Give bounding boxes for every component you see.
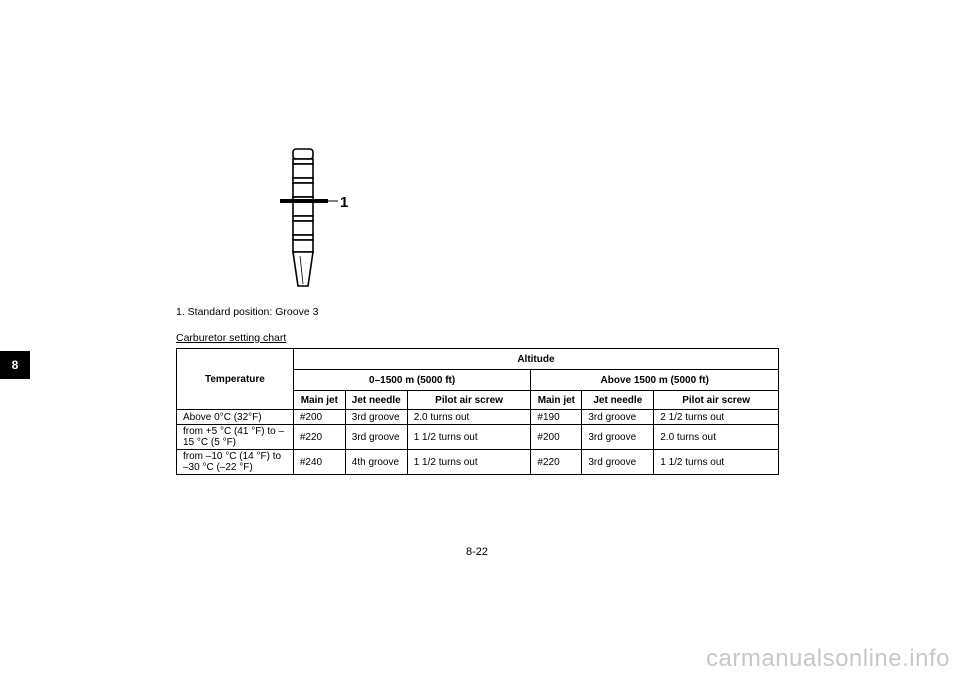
column-header: Jet needle bbox=[345, 391, 407, 410]
carburetor-setting-table bbox=[176, 348, 779, 475]
table-cell: 1 1/2 turns out bbox=[654, 450, 779, 475]
table-cell: #220 bbox=[531, 450, 582, 475]
chart-title: Carburetor setting chart bbox=[176, 332, 287, 344]
table-cell: 3rd groove bbox=[582, 450, 654, 475]
table-cell: 3rd groove bbox=[582, 410, 654, 425]
table-cell: #200 bbox=[531, 425, 582, 450]
header-altitude-high: Above 1500 m (5000 ft) bbox=[531, 370, 779, 391]
chapter-tab: 8 bbox=[0, 351, 30, 379]
table-cell: #200 bbox=[293, 410, 345, 425]
watermark: carmanualsonline.info bbox=[706, 645, 950, 672]
table-cell: 3rd groove bbox=[582, 425, 654, 450]
column-header: Pilot air screw bbox=[654, 391, 779, 410]
table-cell: 4th groove bbox=[345, 450, 407, 475]
table-row bbox=[177, 450, 779, 475]
page-number: 8-22 bbox=[466, 546, 489, 558]
table-cell: 3rd groove bbox=[345, 410, 407, 425]
table-cell: 1 1/2 turns out bbox=[407, 425, 531, 450]
header-temperature: Temperature bbox=[177, 349, 294, 410]
jet-needle-diagram bbox=[270, 140, 380, 290]
column-header: Pilot air screw bbox=[407, 391, 531, 410]
column-header: Main jet bbox=[531, 391, 582, 410]
table-cell: #240 bbox=[293, 450, 345, 475]
table-cell: from –10 °C (14 °F) to –30 °C (–22 °F) bbox=[177, 450, 294, 475]
header-altitude-low: 0–1500 m (5000 ft) bbox=[293, 370, 531, 391]
table-cell: 2.0 turns out bbox=[407, 410, 531, 425]
table-cell: #190 bbox=[531, 410, 582, 425]
table-cell: from +5 °C (41 °F) to –15 °C (5 °F) bbox=[177, 425, 294, 450]
table-row bbox=[177, 410, 779, 425]
column-header: Main jet bbox=[293, 391, 345, 410]
table-row bbox=[177, 425, 779, 450]
table-cell: #220 bbox=[293, 425, 345, 450]
table-cell: 1 1/2 turns out bbox=[407, 450, 531, 475]
header-altitude: Altitude bbox=[293, 349, 778, 370]
table-cell: 3rd groove bbox=[345, 425, 407, 450]
table-cell: 2 1/2 turns out bbox=[654, 410, 779, 425]
callout-number: 1 bbox=[340, 194, 349, 211]
figure-caption: 1. Standard position: Groove 3 bbox=[176, 306, 319, 318]
table-cell: Above 0°C (32°F) bbox=[177, 410, 294, 425]
column-header: Jet needle bbox=[582, 391, 654, 410]
clip-marker bbox=[280, 199, 328, 203]
table-cell: 2.0 turns out bbox=[654, 425, 779, 450]
